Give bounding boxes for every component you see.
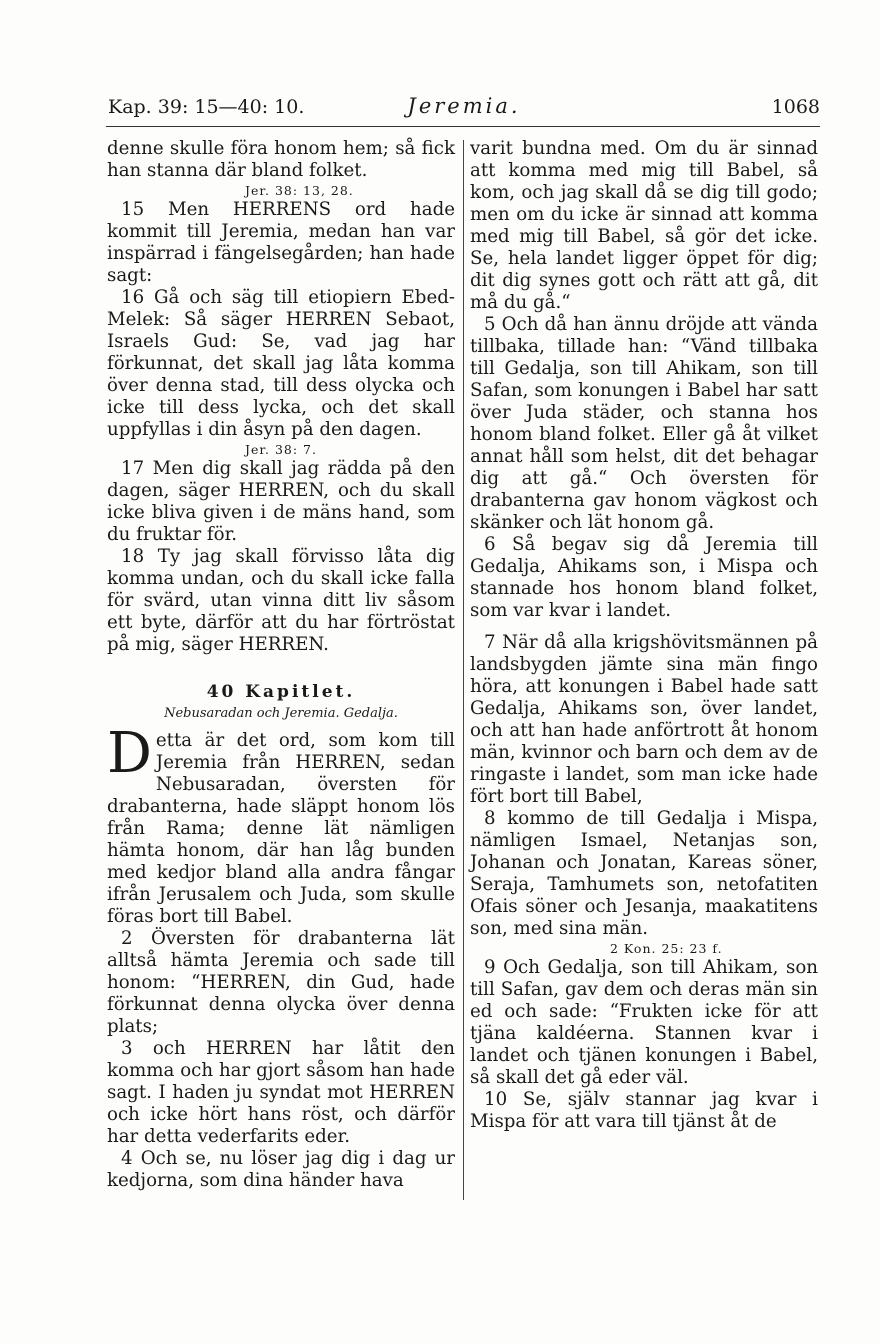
cross-reference: Jer. 38: 13, 28. <box>245 183 354 198</box>
verse-7: 7 När då alla krigshövitsmännen på landsbygden jämte sina män fingo höra, att konungen i Babel hade satt Gedalja, Ahikams son, över landet, och att han hade anförtrott åt honom män, kvinnor och barn och dem av de ringaste i landet, som man icke hade fört bort till Babel, <box>470 632 819 807</box>
verse-1-text: etta är det ord, som kom till Jeremia från HERREN, sedan Nebusaradan, översten för drabanterna, hade släppt honom lös från Rama; denne lät nämligen hämta honom, där han låg bunden med kedjor bland alla andra fångar ifrån Jerusalem och Juda, som skulle föras bort till Babel. <box>107 730 455 927</box>
column-divider <box>463 140 464 1200</box>
header-rule <box>106 126 820 127</box>
verse-15: 15 Men HERRENS ord hade kommit till Jeremia, medan han var inspärrad i fängelsegården; han hade sagt: <box>107 199 455 286</box>
verse-4: 4 Och se, nu löser jag dig i dag ur kedjorna, som dina händer hava <box>107 1148 455 1191</box>
book-title: Jeremia. <box>407 94 521 118</box>
verse-3: 3 och HERREN har låtit den komma och har gjort såsom han hade sagt. I haden ju syndat mot HERREN och icke hört hans röst, och därför har detta vederfarits eder. <box>107 1038 455 1147</box>
left-column <box>107 138 455 1192</box>
cross-reference: Jer. 38: 7. <box>245 442 317 457</box>
chapter-title: 40 Kapitlet. <box>206 682 356 702</box>
verse-1 <box>107 721 455 928</box>
chapter-summary: Nebusaradan och Jeremia. Gedalja. <box>164 706 398 721</box>
drop-cap: D <box>107 721 152 786</box>
verse-18: 18 Ty jag skall förvisso låta dig komma undan, och du skall icke falla för svärd, utan vinna ditt liv såsom ett byte, därför att du har förtröstat på mig, säger HERREN. <box>107 546 455 655</box>
verse-5: 5 Och då han ännu dröjde att vända tillbaka, tillade han: “Vänd tillbaka till Gedalja, son till Ahikam, son till Safan, som konungen i Babel har satt över Juda städer, och stanna hos honom bland folket. Eller gå åt vilket annat håll som helst, dit det behagar dig att gå.“ Och översten för drabanterna gav honom vägkost och skänker och lät honom gå. <box>470 314 818 533</box>
verse-8: 8 kommo de till Gedalja i Mispa, nämligen Ismael, Netanjas son, Johanan och Jonatan, Kareas söner, Seraja, Tamhumets son, netofatiten Ofais söner och Jesanja, maakatitens son, med sina män. <box>470 808 818 939</box>
chapter-reference: Kap. 39: 15—40: 10. <box>108 96 305 118</box>
page-number: 1068 <box>771 96 820 118</box>
paragraph: denne skulle föra honom hem; så fick han stanna där bland folket. <box>107 138 455 181</box>
right-column <box>470 138 818 1133</box>
verse-10: 10 Se, själv stannar jag kvar i Mispa för att vara till tjänst åt de <box>470 1089 818 1132</box>
verse-9: 9 Och Gedalja, son till Ahikam, son till Safan, gav dem och deras män sin ed och sade: “Frukten icke för att tjäna kaldéerna. Stannen kvar i landet och tjänen konungen i Babel, så skall det gå eder väl. <box>470 957 818 1088</box>
verse-2: 2 Översten för drabanterna lät alltså hämta Jeremia och sade till honom: “HERREN, din Gud, hade förkunnat denna olycka över denna plats; <box>107 928 455 1037</box>
verse-6: 6 Så begav sig då Jeremia till Gedalja, Ahikams son, i Mispa och stannade hos honom bland folket, som var kvar i landet. <box>470 534 818 621</box>
spacer <box>470 622 818 632</box>
verse-17: 17 Men dig skall jag rädda på den dagen, säger HERREN, och du skall icke bliva given i de mäns hand, som du fruktar för. <box>107 458 455 545</box>
verse-16: 16 Gå och säg till etiopiern Ebed-Melek: Så säger HERREN Sebaot, Israels Gud: Se, vad jag har förkunnat, det skall jag låta komma över denna stad, till dess olycka och icke till dess lycka, och det skall uppfyllas i din åsyn på den dagen. <box>107 287 455 440</box>
cross-reference: 2 Kon. 25: 23 f. <box>610 941 723 956</box>
page-header <box>108 92 820 126</box>
paragraph: varit bundna med. Om du är sinnad att komma med mig till Babel, så kom, och jag skall då se dig till godo; men om du icke är sinnad att komma med mig till Babel, så gör det icke. Se, hela landet ligger öppet för dig; dit dig synes gott och rätt att gå, dit må du gå.“ <box>470 138 818 313</box>
